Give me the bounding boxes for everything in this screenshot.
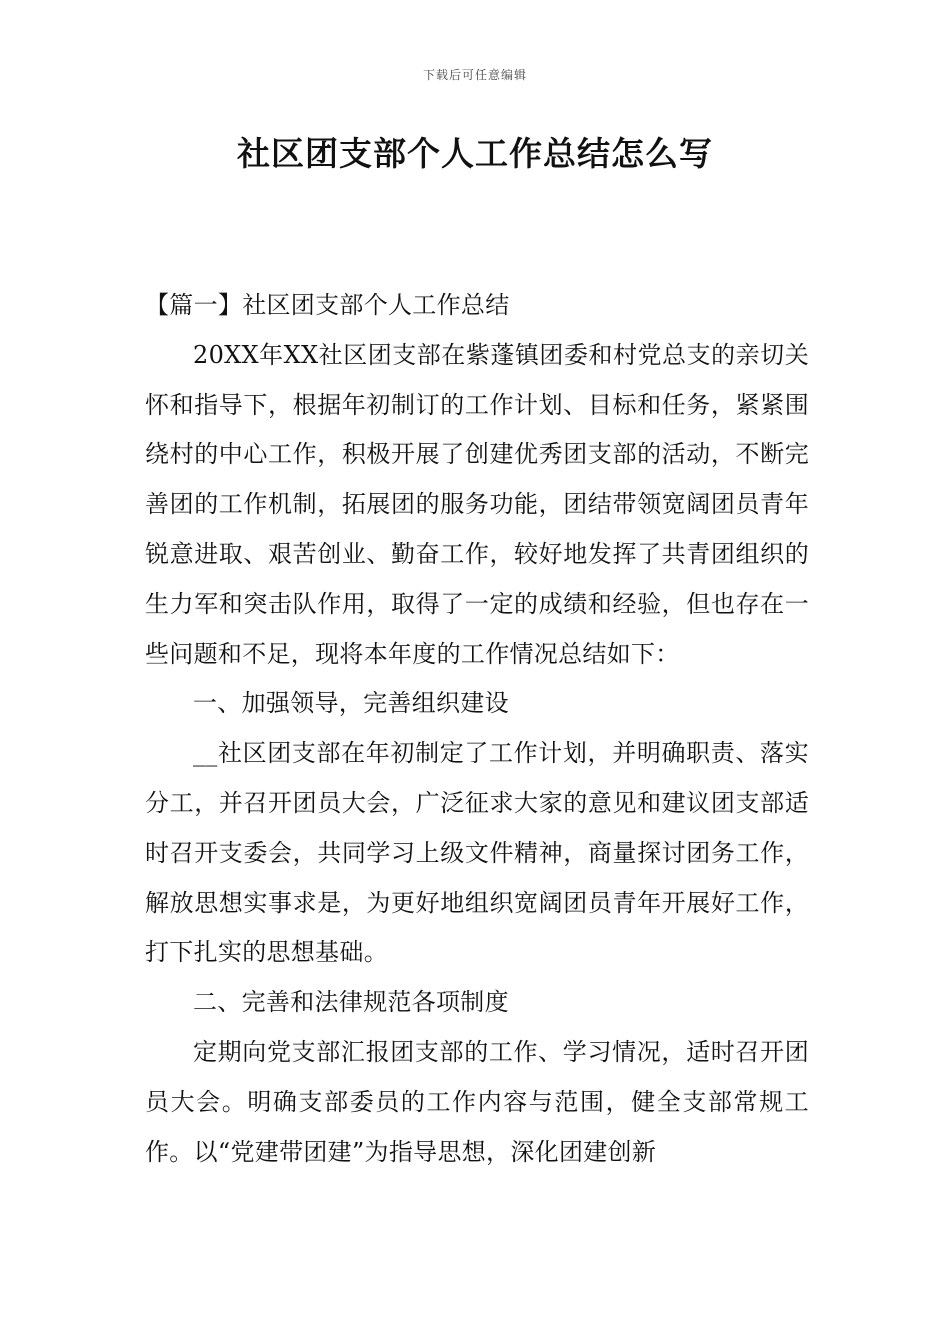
paragraph-section-one: __社区团支部在年初制定了工作计划，并明确职责、落实分工，并召开团员大会，广泛征求大家的意见和建议团支部适时召开支委会，共同学习上级文件精神，商量探讨团务工作，解放思想实事求是，为更好地组织宽阔团员青年开展好工作，打下扎实的思想基础。 bbox=[145, 739, 809, 967]
header-note: 下载后可任意编辑 bbox=[422, 68, 527, 82]
heading-section-one: 一、加强领导，完善组织建设 bbox=[193, 689, 509, 718]
document-body bbox=[145, 281, 809, 1177]
paragraph-section-two: 定期向党支部汇报团支部的工作、学习情况，适时召开团员大会。明确支部委员的工作内容与范围，健全支部常规工作。以“党建带团建”为指导思想，深化团建创新 bbox=[145, 1037, 809, 1166]
page-title: 社区团支部个人工作总结怎么写 bbox=[237, 134, 713, 173]
heading-section-two: 二、完善和法律规范各项制度 bbox=[193, 988, 509, 1017]
paragraph-intro: 20XX年XX社区团支部在紫蓬镇团委和村党总支的亲切关怀和指导下，根据年初制订的工作计划、目标和任务，紧紧围绕村的中心工作，积极开展了创建优秀团支部的活动，不断完善团的工作机制，拓展团的服务功能，团结带领宽阔团员青年锐意进取、艰苦创业、勤奋工作，较好地发挥了共青团组织的生力军和突击队作用，取得了一定的成绩和经验，但也存在一些问题和不足，现将本年度的工作情况总结如下： bbox=[145, 340, 809, 668]
section-label: 【篇一】社区团支部个人工作总结 bbox=[145, 291, 510, 319]
